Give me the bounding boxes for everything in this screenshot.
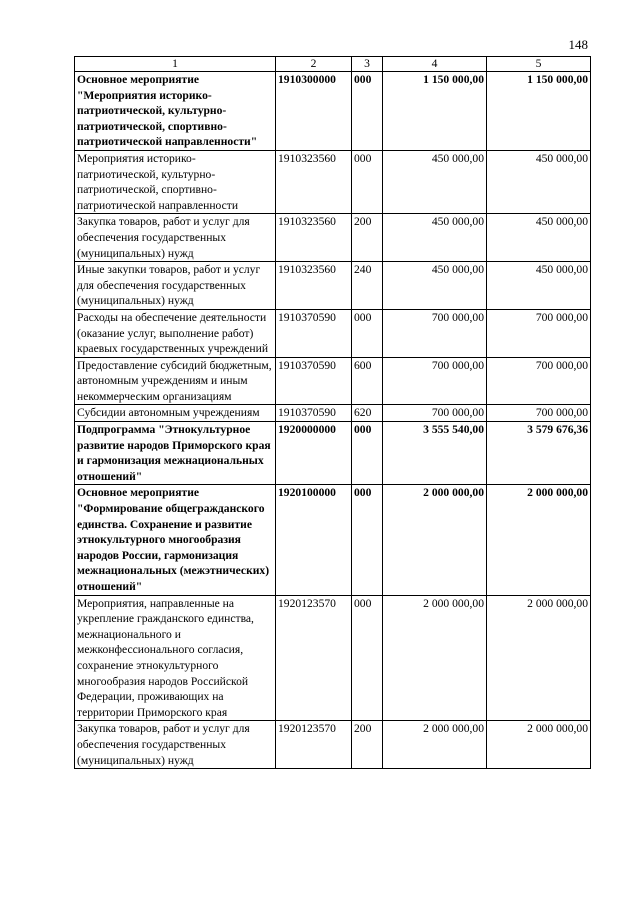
row-sum-year2-cell: 1 150 000,00: [487, 72, 591, 151]
row-type-cell: 000: [352, 485, 383, 595]
row-name-cell: Расходы на обеспечение деятельности (оказание услуг, выполнение работ) краевых государственных учреждений: [75, 309, 276, 357]
row-sum-year1-cell: 700 000,00: [383, 405, 487, 422]
row-sum-year2-cell: 450 000,00: [487, 214, 591, 262]
row-type-cell: 620: [352, 405, 383, 422]
row-code-cell: 1910323560: [276, 150, 352, 213]
row-code-cell: 1910370590: [276, 405, 352, 422]
row-sum-year1-cell: 3 555 540,00: [383, 422, 487, 485]
table-row: [75, 422, 591, 485]
row-code-cell: 1910370590: [276, 357, 352, 405]
row-type-cell: 600: [352, 357, 383, 405]
row-sum-year2-cell: 700 000,00: [487, 309, 591, 357]
page-number: 148: [568, 37, 588, 52]
row-type-cell: 200: [352, 214, 383, 262]
row-code-cell: 1910300000: [276, 72, 352, 151]
budget-table: [74, 56, 591, 769]
row-sum-year2-cell: 3 579 676,36: [487, 422, 591, 485]
row-type-cell: 000: [352, 595, 383, 721]
row-code-cell: 1910323560: [276, 262, 352, 310]
row-sum-year1-cell: 450 000,00: [383, 214, 487, 262]
header-col-5: 5: [487, 57, 591, 72]
row-sum-year1-cell: 2 000 000,00: [383, 485, 487, 595]
row-type-cell: 000: [352, 309, 383, 357]
row-name-cell: Мероприятия, направленные на укрепление гражданского единства, межнационального и межконфессионального согласия, сохранение этнокультурного многообразия народов Российской Федерации, проживающих на территории Приморского края: [75, 595, 276, 721]
row-sum-year1-cell: 450 000,00: [383, 262, 487, 310]
row-code-cell: 1920123570: [276, 595, 352, 721]
table-row: [75, 595, 591, 721]
row-code-cell: 1910370590: [276, 309, 352, 357]
header-col-1: 1: [75, 57, 276, 72]
row-sum-year2-cell: 450 000,00: [487, 150, 591, 213]
row-sum-year1-cell: 700 000,00: [383, 309, 487, 357]
row-name-cell: Мероприятия историко-патриотической, культурно-патриотической, спортивно-патриотической направленности: [75, 150, 276, 213]
row-name-cell: Субсидии автономным учреждениям: [75, 405, 276, 422]
row-name-cell: Иные закупки товаров, работ и услуг для обеспечения государственных (муниципальных) нужд: [75, 262, 276, 310]
row-code-cell: 1920100000: [276, 485, 352, 595]
row-sum-year2-cell: 2 000 000,00: [487, 485, 591, 595]
row-name-cell: Основное мероприятие "Мероприятия историко-патриотической, культурно-патриотической, спортивно-патриотической направленности": [75, 72, 276, 151]
row-sum-year1-cell: 450 000,00: [383, 150, 487, 213]
row-code-cell: 1920000000: [276, 422, 352, 485]
table-row: [75, 309, 591, 357]
row-sum-year2-cell: 700 000,00: [487, 357, 591, 405]
header-col-3: 3: [352, 57, 383, 72]
row-sum-year1-cell: 2 000 000,00: [383, 721, 487, 769]
table-row: [75, 405, 591, 422]
table-row: [75, 72, 591, 151]
row-sum-year2-cell: 2 000 000,00: [487, 595, 591, 721]
row-sum-year1-cell: 2 000 000,00: [383, 595, 487, 721]
row-name-cell: Закупка товаров, работ и услуг для обеспечения государственных (муниципальных) нужд: [75, 721, 276, 769]
row-type-cell: 240: [352, 262, 383, 310]
row-type-cell: 000: [352, 72, 383, 151]
table-row: [75, 150, 591, 213]
header-col-2: 2: [276, 57, 352, 72]
header-row: [75, 57, 591, 72]
row-sum-year2-cell: 2 000 000,00: [487, 721, 591, 769]
row-type-cell: 200: [352, 721, 383, 769]
header-col-4: 4: [383, 57, 487, 72]
row-sum-year2-cell: 700 000,00: [487, 405, 591, 422]
table-row: [75, 485, 591, 595]
row-name-cell: Предоставление субсидий бюджетным, автономным учреждениям и иным некоммерческим организациям: [75, 357, 276, 405]
table-row: [75, 262, 591, 310]
table-row: [75, 721, 591, 769]
row-name-cell: Подпрограмма "Этнокультурное развитие народов Приморского края и гармонизация межнациональных отношений": [75, 422, 276, 485]
table-row: [75, 357, 591, 405]
row-sum-year2-cell: 450 000,00: [487, 262, 591, 310]
row-name-cell: Основное мероприятие "Формирование общегражданского единства. Сохранение и развитие этнокультурного многообразия народов России, гармонизация межнациональных (межэтнических) отношений": [75, 485, 276, 595]
row-code-cell: 1910323560: [276, 214, 352, 262]
row-sum-year1-cell: 700 000,00: [383, 357, 487, 405]
row-sum-year1-cell: 1 150 000,00: [383, 72, 487, 151]
row-name-cell: Закупка товаров, работ и услуг для обеспечения государственных (муниципальных) нужд: [75, 214, 276, 262]
table-row: [75, 214, 591, 262]
row-code-cell: 1920123570: [276, 721, 352, 769]
row-type-cell: 000: [352, 150, 383, 213]
row-type-cell: 000: [352, 422, 383, 485]
